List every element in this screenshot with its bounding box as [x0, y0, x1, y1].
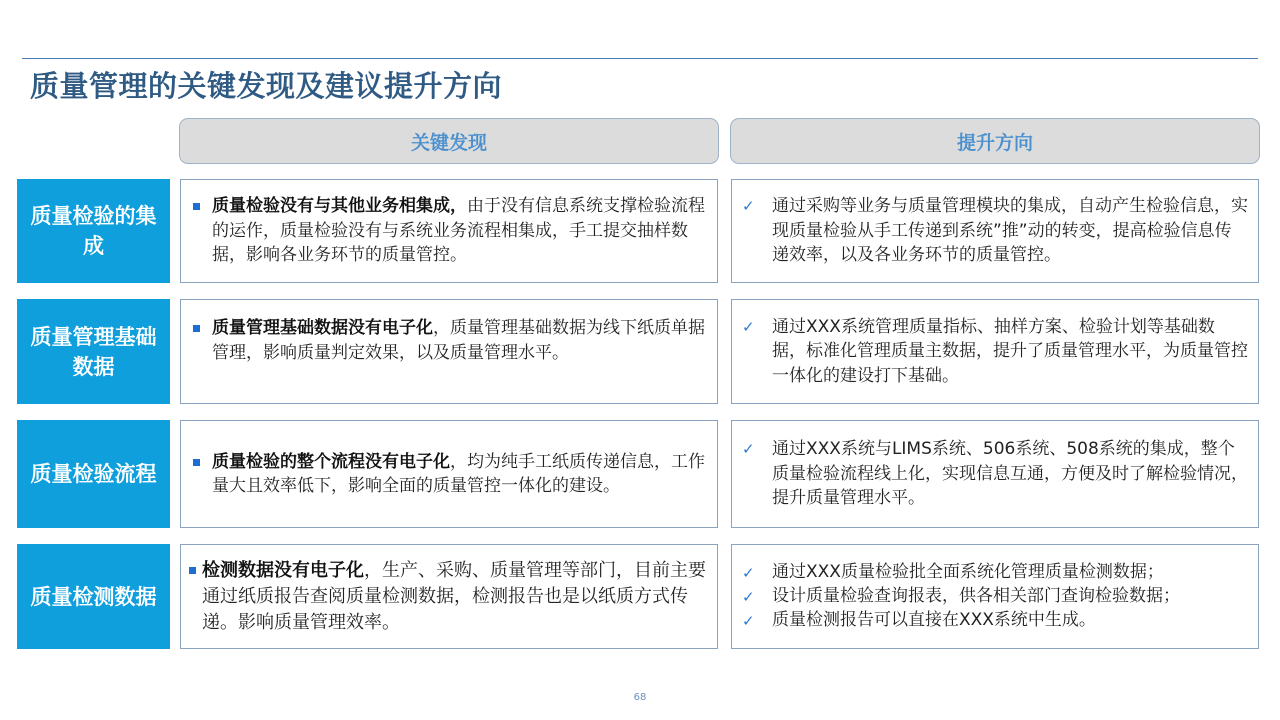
row-label-master-data: 质量管理基础数据 [17, 299, 170, 404]
check-icon: ✓ [742, 563, 755, 582]
direction-cell-integration [731, 179, 1259, 283]
page-title: 质量管理的关键发现及建议提升方向 [30, 69, 503, 103]
check-icon: ✓ [742, 587, 755, 606]
check-icon: ✓ [742, 197, 755, 216]
direction-item: ✓ 通过XXX系统管理质量指标、抽样方案、检验计划等基础数据，标准化管理质量主数据，提升了质量管理水平，为质量管控一体化的建设打下基础。 [742, 316, 1248, 386]
page-number: 68 [633, 692, 647, 703]
direction-item: ✓ 通过XXX系统与LIMS系统、506系统、508系统的集成，整个质量检验流程线上化，实现信息互通，方便及时了解检验情况，提升质量管理水平。 [742, 439, 1248, 509]
direction-item: ✓ 通过XXX质量检验批全面系统化管理质量检测数据； [742, 561, 1180, 585]
direction-item: ✓ 质量检测报告可以直接在XXX系统中生成。 [742, 609, 1180, 633]
check-icon: ✓ [742, 440, 755, 459]
finding-cell-master-data [180, 299, 718, 404]
direction-cell-master-data [731, 299, 1259, 404]
finding-text: 质量检验没有与其他业务相集成，由于没有信息系统支撑检验流程的运作，质量检验没有与系统业务流程相集成，手工提交抽样数据，影响各业务环节的质量管控。 [212, 196, 705, 266]
bullet-square-icon [189, 567, 196, 574]
direction-item: ✓ 通过采购等业务与质量管理模块的集成，自动产生检验信息，实现质量检验从手工传递到系统”推”动的转变，提高检验信息传递效率，以及各业务环节的质量管控。 [742, 196, 1248, 266]
row-label-process: 质量检验流程 [17, 420, 170, 528]
row-label-integration: 质量检验的集成 [17, 179, 170, 283]
bullet-square-icon [193, 325, 200, 332]
directions-header: 提升方向 [730, 118, 1260, 164]
check-icon: ✓ [742, 317, 755, 336]
direction-cell-process [731, 420, 1259, 528]
direction-cell-test-data [731, 544, 1259, 649]
findings-header: 关键发现 [179, 118, 719, 164]
finding-text: 质量检验的整个流程没有电子化，均为纯手工纸质传递信息，工作量大且效率低下，影响全面的质量管控一体化的建设。 [212, 451, 705, 496]
finding-cell-test-data [180, 544, 718, 649]
finding-text: 检测数据没有电子化，生产、采购、质量管理等部门，目前主要通过纸质报告查阅质量检测数据，检测报告也是以纸质方式传递。影响质量管理效率。 [202, 559, 706, 633]
direction-item: ✓ 设计质量检验查询报表，供各相关部门查询检验数据； [742, 585, 1180, 609]
check-icon: ✓ [742, 611, 755, 630]
finding-cell-process [180, 420, 718, 528]
top-rule [22, 58, 1258, 59]
row-label-test-data: 质量检测数据 [17, 544, 170, 649]
bullet-square-icon [193, 203, 200, 210]
finding-cell-integration [180, 179, 718, 283]
finding-text: 质量管理基础数据没有电子化，质量管理基础数据为线下纸质单据管理，影响质量判定效果，以及质量管理水平。 [212, 318, 705, 363]
bullet-square-icon [193, 459, 200, 466]
